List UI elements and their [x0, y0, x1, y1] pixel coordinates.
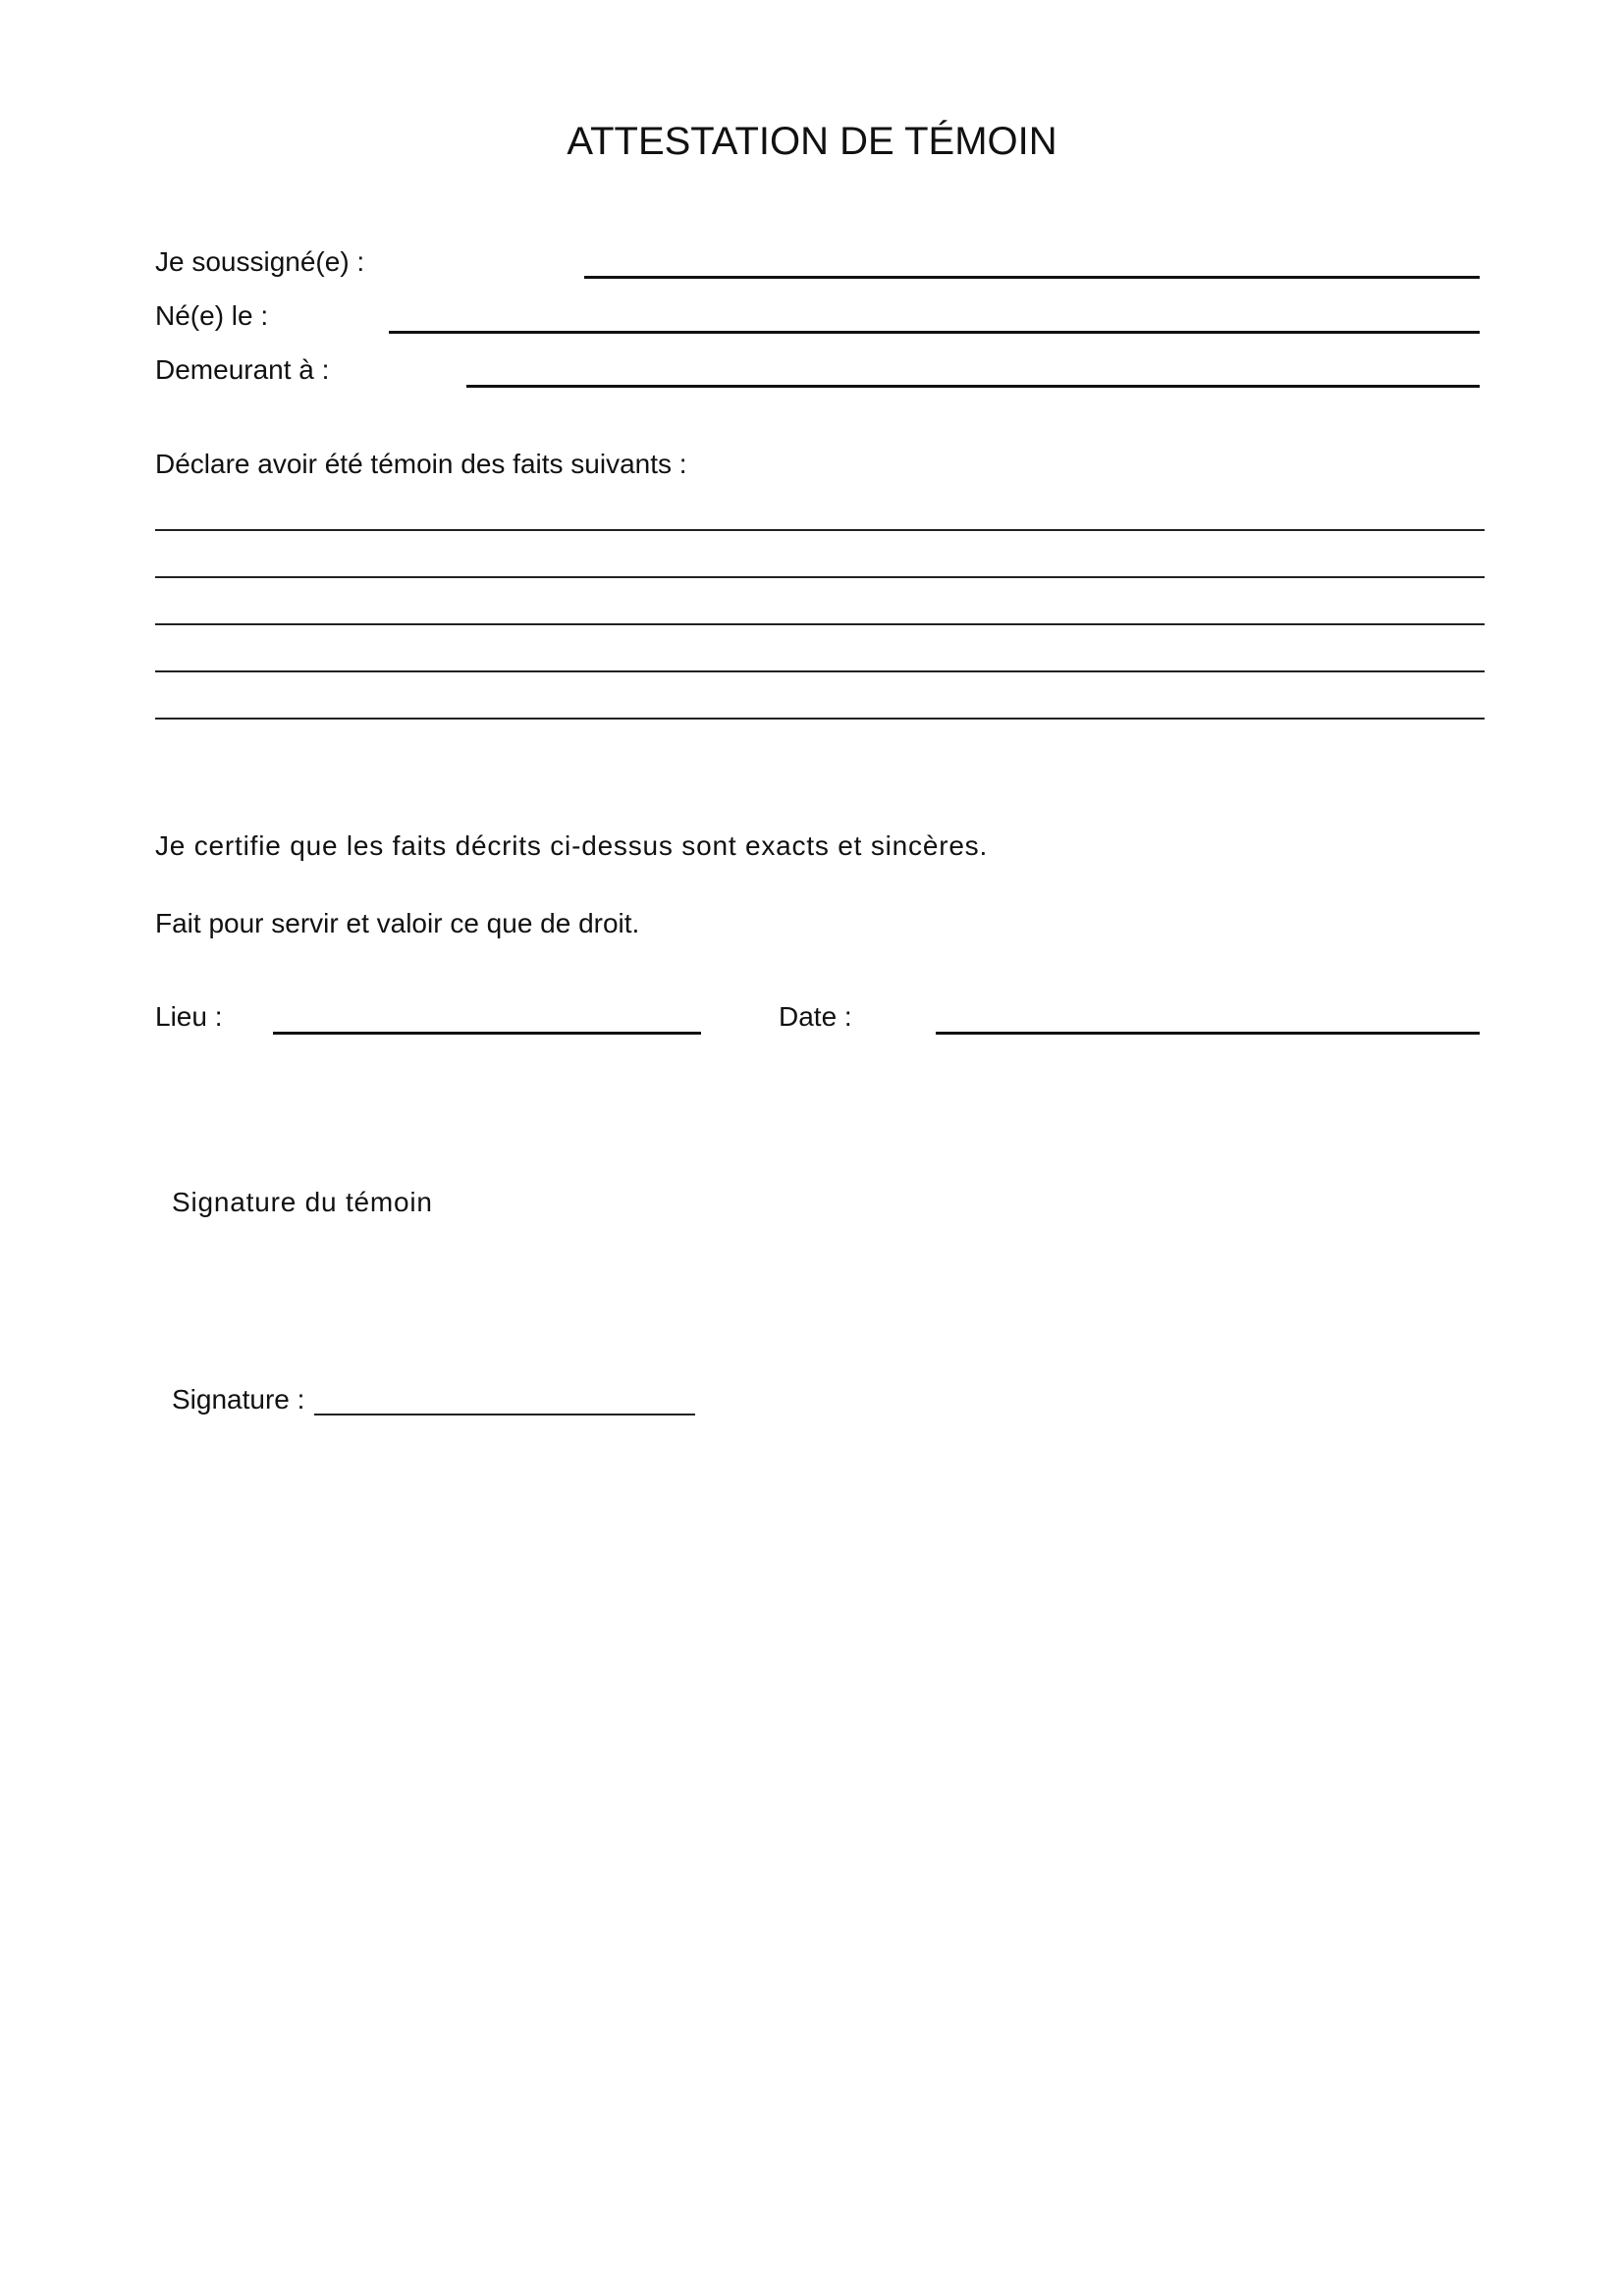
date-field-line[interactable]	[936, 1032, 1480, 1035]
soussigne-field-line[interactable]	[584, 276, 1480, 279]
signature-field-line[interactable]	[314, 1414, 695, 1415]
demeurant-label: Demeurant à :	[155, 354, 330, 385]
signature-label: Signature :	[172, 1384, 305, 1415]
fait-text: Fait pour servir et valoir ce que de droit.	[155, 908, 640, 938]
date-label: Date :	[779, 1001, 852, 1032]
declaration-line[interactable]	[155, 529, 1485, 531]
soussigne-label: Je soussigné(e) :	[155, 246, 365, 277]
page-title: ATTESTATION DE TÉMOIN	[567, 120, 1057, 163]
lieu-label: Lieu :	[155, 1001, 223, 1032]
lieu-field-line[interactable]	[273, 1032, 701, 1035]
declaration-line[interactable]	[155, 576, 1485, 578]
declaration-line[interactable]	[155, 623, 1485, 625]
declaration-line[interactable]	[155, 718, 1485, 720]
declaration-label: Déclare avoir été témoin des faits suivants :	[155, 449, 687, 479]
demeurant-field-line[interactable]	[466, 385, 1480, 388]
signature-heading: Signature du témoin	[172, 1187, 433, 1217]
declaration-line[interactable]	[155, 670, 1485, 672]
ne-le-field-line[interactable]	[389, 331, 1480, 334]
ne-le-label: Né(e) le :	[155, 300, 269, 331]
certify-text: Je certifie que les faits décrits ci-dessus sont exacts et sincères.	[155, 830, 989, 861]
